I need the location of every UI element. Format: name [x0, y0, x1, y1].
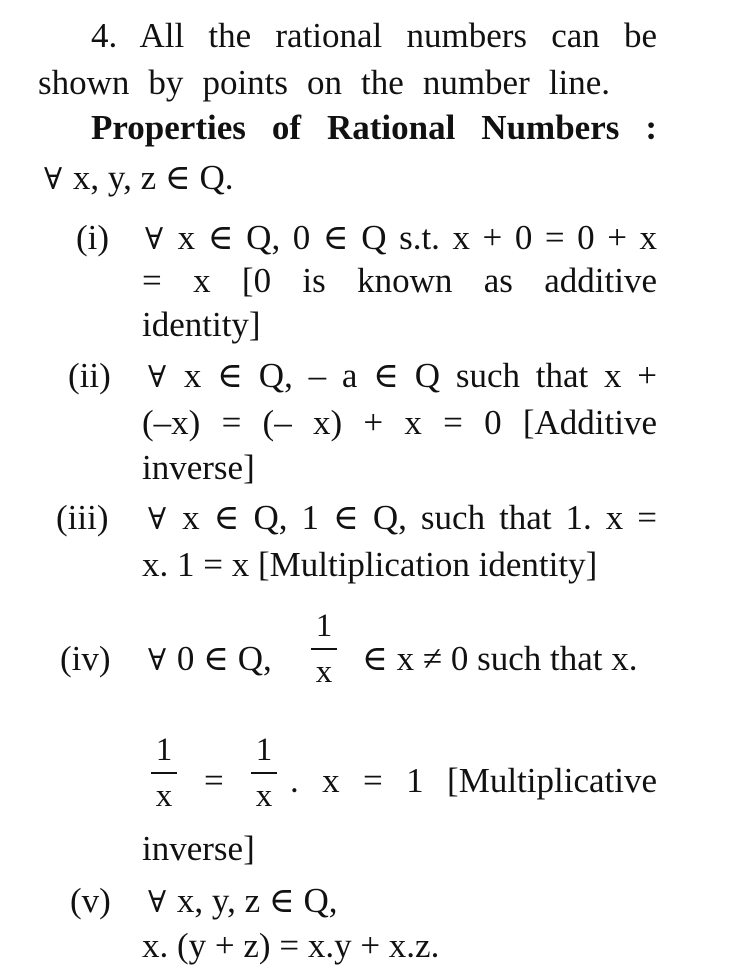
- fraction-numerator: 1: [255, 732, 273, 768]
- fraction-denominator: x: [155, 778, 173, 814]
- item-i-line-3: identity]: [142, 305, 261, 344]
- fraction-numerator: 1: [315, 608, 333, 644]
- for-all-symbol: ∀: [148, 644, 167, 677]
- intro-line-1: 4. All the rational numbers can be: [91, 16, 657, 55]
- item-ii-line-1: [148, 353, 657, 401]
- for-all-symbol: ∀: [44, 163, 63, 196]
- item-iv-equation-rest: . x = 1 [Multiplicative: [290, 761, 657, 800]
- item-ii-text-1: x ∈ Q, – a ∈ Q such that x +: [183, 356, 658, 395]
- quantifier-text: x, y, z ∈ Q.: [72, 158, 234, 197]
- for-all-symbol: ∀: [148, 361, 167, 394]
- fraction-denominator: x: [255, 778, 273, 814]
- section-heading: Properties of Rational Numbers :: [91, 108, 657, 147]
- item-ii-line-2: (–x) = (– x) + x = 0 [Additive: [142, 403, 657, 442]
- fraction-one-over-x-left: [146, 732, 182, 814]
- item-iii-line-2: x. 1 = x [Multiplication identity]: [142, 545, 598, 584]
- fraction-bar: [251, 772, 277, 774]
- item-i-line-1: [145, 215, 657, 263]
- item-label-iv: (iv): [60, 639, 111, 678]
- item-iv-pre-text: 0 ∈ Q,: [176, 639, 272, 678]
- for-all-symbol: ∀: [148, 503, 167, 536]
- fraction-bar: [151, 772, 177, 774]
- item-v-line-2: x. (y + z) = x.y + x.z.: [142, 926, 440, 965]
- fraction-one-over-x-right: [246, 732, 282, 814]
- item-iv-post: ∈ x ≠ 0 such that x.: [362, 639, 638, 678]
- item-label-i: (i): [76, 218, 110, 257]
- equals-sign: =: [204, 761, 224, 800]
- item-i-text-1: x ∈ Q, 0 ∈ Q s.t. x + 0 = 0 + x: [177, 218, 658, 257]
- fraction-one-over-x: [306, 608, 342, 690]
- fraction-numerator: 1: [155, 732, 173, 768]
- item-i-line-2: = x [0 is known as additive: [142, 261, 657, 300]
- item-label-iii: (iii): [56, 498, 109, 537]
- item-ii-line-3: inverse]: [142, 448, 255, 487]
- item-label-v: (v): [70, 881, 111, 920]
- item-iii-line-1: [148, 495, 657, 543]
- item-iii-text-1: x ∈ Q, 1 ∈ Q, such that 1. x =: [182, 498, 658, 537]
- item-v-text-1: x, y, z ∈ Q,: [176, 881, 338, 920]
- item-v-line-1: [148, 878, 338, 926]
- fraction-denominator: x: [315, 654, 333, 690]
- for-all-symbol: ∀: [148, 886, 167, 919]
- item-iv-tail: inverse]: [142, 829, 255, 868]
- item-iv-pre: [148, 636, 272, 684]
- intro-line-2: shown by points on the number line.: [38, 63, 610, 102]
- quantifier-line: [44, 155, 234, 203]
- fraction-bar: [311, 648, 337, 650]
- for-all-symbol: ∀: [145, 223, 164, 256]
- item-label-ii: (ii): [68, 356, 111, 395]
